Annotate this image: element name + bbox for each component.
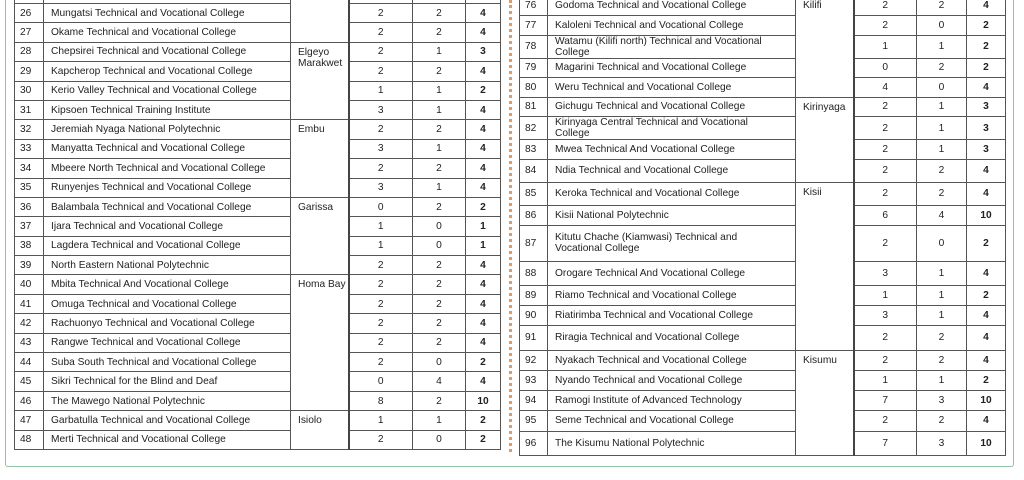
value-a: 2 <box>349 62 413 81</box>
value-b: 1 <box>917 285 967 305</box>
county-name: Homa Bay <box>291 275 349 411</box>
row-number: 85 <box>520 182 548 205</box>
institution-name: The Mawego National Polytechnic <box>44 391 291 410</box>
value-b: 1 <box>917 35 967 58</box>
institution-name: Suba South Technical and Vocational College <box>44 353 291 372</box>
institution-name: Omuga Technical and Vocational College <box>44 294 291 313</box>
value-a: 2 <box>349 159 413 178</box>
value-a: 2 <box>854 182 917 205</box>
row-number: 90 <box>520 305 548 325</box>
institution-name: Mbita Technical And Vocational College <box>44 275 291 294</box>
table-row <box>520 325 1006 350</box>
value-b: 1 <box>413 100 466 119</box>
value-total: 4 <box>466 372 501 391</box>
table-row <box>15 4 501 23</box>
value-b: 1 <box>917 117 967 140</box>
table-row <box>520 431 1006 455</box>
county-name: Garissa <box>291 197 349 275</box>
table-row <box>520 305 1006 325</box>
institution-name: The Kisumu National Polytechnic <box>548 431 796 455</box>
row-number: 80 <box>520 78 548 98</box>
value-a: 2 <box>854 97 917 117</box>
value-a: 3 <box>349 139 413 158</box>
value-a: 3 <box>349 178 413 197</box>
value-a: 3 <box>854 305 917 325</box>
institution-name: Ramogi Institute of Advanced Technology <box>548 390 796 410</box>
table-row <box>15 275 501 294</box>
table-row <box>520 205 1006 225</box>
value-b: 2 <box>917 182 967 205</box>
table-row <box>15 236 501 255</box>
value-a: 2 <box>854 225 917 261</box>
value-total: 10 <box>967 390 1006 410</box>
row-number: 79 <box>520 58 548 78</box>
value-total: 4 <box>466 314 501 333</box>
value-b: 1 <box>917 140 967 160</box>
table-row <box>520 78 1006 98</box>
row-number: 84 <box>520 159 548 182</box>
institutions-table-right <box>519 0 1006 456</box>
value-a: 1 <box>349 236 413 255</box>
value-a: 2 <box>854 325 917 350</box>
value-a: 1 <box>854 370 917 390</box>
value-total: 2 <box>466 430 501 449</box>
table-row <box>15 42 501 61</box>
table-row <box>15 430 501 449</box>
row-number: 48 <box>15 430 44 449</box>
institution-name: Jeremiah Nyaga National Polytechnic <box>44 120 291 139</box>
value-b: 2 <box>917 325 967 350</box>
table-row <box>15 159 501 178</box>
value-total: 10 <box>967 205 1006 225</box>
row-number: 87 <box>520 225 548 261</box>
value-b: 1 <box>917 305 967 325</box>
row-number: 36 <box>15 197 44 216</box>
value-a: 2 <box>854 16 917 36</box>
table-row <box>520 225 1006 261</box>
county-name: Elgeyo Marakwet <box>291 42 349 120</box>
value-b: 0 <box>413 236 466 255</box>
value-a: 2 <box>349 120 413 139</box>
table-row <box>15 294 501 313</box>
value-b: 1 <box>413 42 466 61</box>
row-number: 93 <box>520 370 548 390</box>
table-row <box>15 139 501 158</box>
row-number: 88 <box>520 261 548 285</box>
value-a: 2 <box>349 333 413 352</box>
value-total: 4 <box>466 159 501 178</box>
table-row <box>15 120 501 139</box>
row-number: 94 <box>520 390 548 410</box>
value-b: 2 <box>413 256 466 275</box>
institution-name: Riatirimba Technical and Vocational College <box>548 305 796 325</box>
value-a: 8 <box>349 391 413 410</box>
value-b: 3 <box>917 390 967 410</box>
institution-name: Mbeere North Technical and Vocational College <box>44 159 291 178</box>
value-total: 1 <box>466 217 501 236</box>
institution-name: Rachuonyo Technical and Vocational College <box>44 314 291 333</box>
value-total: 4 <box>466 178 501 197</box>
row-number: 38 <box>15 236 44 255</box>
value-total: 4 <box>466 4 501 23</box>
institution-name: Lagdera Technical and Vocational College <box>44 236 291 255</box>
value-b: 0 <box>413 353 466 372</box>
value-total: 10 <box>967 431 1006 455</box>
value-total: 3 <box>967 97 1006 117</box>
value-total: 2 <box>967 225 1006 261</box>
value-b: 2 <box>413 4 466 23</box>
value-b: 1 <box>413 178 466 197</box>
table-row <box>520 390 1006 410</box>
institution-name: Mungatsi Technical and Vocational College <box>44 4 291 23</box>
value-a: 2 <box>349 314 413 333</box>
institution-name: Kapcherop Technical and Vocational College <box>44 62 291 81</box>
table-row <box>520 261 1006 285</box>
value-b: 2 <box>413 314 466 333</box>
value-b: 2 <box>413 294 466 313</box>
table-row <box>520 410 1006 431</box>
value-a: 0 <box>349 372 413 391</box>
value-total: 3 <box>967 117 1006 140</box>
value-b: 1 <box>917 261 967 285</box>
institution-name: Orogare Technical And Vocational College <box>548 261 796 285</box>
institution-name: Nyakach Technical and Vocational College <box>548 350 796 370</box>
value-b: 2 <box>917 0 967 16</box>
value-b: 2 <box>917 58 967 78</box>
institutions-table-left <box>14 0 501 450</box>
table-row <box>520 16 1006 36</box>
value-total: 4 <box>967 78 1006 98</box>
table-row <box>15 333 501 352</box>
value-b: 4 <box>917 205 967 225</box>
county-name: Kirinyaga <box>796 97 854 182</box>
value-a: 6 <box>854 205 917 225</box>
institution-name: Manyatta Technical and Vocational College <box>44 139 291 158</box>
institution-name: Riamo Technical and Vocational College <box>548 285 796 305</box>
value-a: 3 <box>349 100 413 119</box>
value-b: 0 <box>413 217 466 236</box>
value-total: 2 <box>967 58 1006 78</box>
value-a: 1 <box>854 285 917 305</box>
row-number: 30 <box>15 81 44 100</box>
value-b: 2 <box>413 275 466 294</box>
table-row <box>520 97 1006 117</box>
value-total: 4 <box>967 159 1006 182</box>
value-b: 2 <box>413 159 466 178</box>
row-number: 77 <box>520 16 548 36</box>
institution-name: Magarini Technical and Vocational College <box>548 58 796 78</box>
value-a: 2 <box>349 294 413 313</box>
row-number: 44 <box>15 353 44 372</box>
table-row <box>15 391 501 410</box>
value-b: 4 <box>413 372 466 391</box>
institution-name: Ndia Technical and Vocational College <box>548 159 796 182</box>
value-b: 1 <box>413 139 466 158</box>
value-a: 1 <box>349 217 413 236</box>
value-a: 2 <box>854 117 917 140</box>
value-b: 0 <box>917 78 967 98</box>
institution-name: Seme Technical and Vocational College <box>548 410 796 431</box>
value-a: 1 <box>349 81 413 100</box>
value-total: 3 <box>967 140 1006 160</box>
value-total: 2 <box>466 81 501 100</box>
value-total: 2 <box>466 411 501 430</box>
value-total: 4 <box>466 275 501 294</box>
row-number: 32 <box>15 120 44 139</box>
county-name: Isiolo <box>291 411 349 450</box>
table-row <box>15 372 501 391</box>
value-b: 1 <box>917 370 967 390</box>
institution-name: Balambala Technical and Vocational College <box>44 197 291 216</box>
value-b: 2 <box>413 391 466 410</box>
value-total: 10 <box>466 391 501 410</box>
row-number: 83 <box>520 140 548 160</box>
value-total: 2 <box>967 35 1006 58</box>
row-number: 82 <box>520 117 548 140</box>
row-number: 35 <box>15 178 44 197</box>
institution-name: North Eastern National Polytechnic <box>44 256 291 275</box>
institution-name: Sikri Technical for the Blind and Deaf <box>44 372 291 391</box>
value-b: 2 <box>917 410 967 431</box>
value-total: 4 <box>967 305 1006 325</box>
row-number: 43 <box>15 333 44 352</box>
table-row <box>15 23 501 42</box>
county-name: Embu <box>291 120 349 198</box>
value-a: 7 <box>854 431 917 455</box>
institution-name: Okame Technical and Vocational College <box>44 23 291 42</box>
table-row <box>15 411 501 430</box>
row-number: 91 <box>520 325 548 350</box>
row-number: 92 <box>520 350 548 370</box>
value-total: 4 <box>466 139 501 158</box>
value-total: 2 <box>967 16 1006 36</box>
value-b: 2 <box>917 350 967 370</box>
value-total: 2 <box>967 285 1006 305</box>
institution-name: Kisii National Polytechnic <box>548 205 796 225</box>
table-row <box>520 58 1006 78</box>
row-number: 29 <box>15 62 44 81</box>
value-a: 3 <box>854 261 917 285</box>
institution-name: Kipsoen Technical Training Institute <box>44 100 291 119</box>
row-number: 89 <box>520 285 548 305</box>
value-total: 2 <box>967 370 1006 390</box>
value-b: 3 <box>917 431 967 455</box>
institution-name: Watamu (Kilifi north) Technical and Vocational College <box>548 35 796 58</box>
row-number: 96 <box>520 431 548 455</box>
row-number: 46 <box>15 391 44 410</box>
value-a: 2 <box>854 350 917 370</box>
value-a: 2 <box>349 275 413 294</box>
institution-name: Chepsirei Technical and Vocational College <box>44 42 291 61</box>
value-a: 2 <box>854 159 917 182</box>
row-number: 95 <box>520 410 548 431</box>
value-b: 1 <box>413 81 466 100</box>
table-row <box>520 140 1006 160</box>
institution-name: Runyenjes Technical and Vocational College <box>44 178 291 197</box>
table-row <box>15 256 501 275</box>
value-a: 1 <box>854 35 917 58</box>
table-row <box>15 353 501 372</box>
institution-name: Mwea Technical And Vocational College <box>548 140 796 160</box>
row-number: 33 <box>15 139 44 158</box>
county-name: Kilifi <box>796 0 854 97</box>
value-a: 0 <box>854 58 917 78</box>
value-a: 0 <box>349 197 413 216</box>
table-row <box>15 62 501 81</box>
value-b: 2 <box>917 159 967 182</box>
value-total: 4 <box>466 120 501 139</box>
value-total: 4 <box>466 62 501 81</box>
table-row <box>520 370 1006 390</box>
row-number: 86 <box>520 205 548 225</box>
table-row <box>15 178 501 197</box>
row-number: 76 <box>520 0 548 16</box>
value-total: 3 <box>466 42 501 61</box>
table-row <box>520 117 1006 140</box>
value-a: 2 <box>854 0 917 16</box>
row-number: 34 <box>15 159 44 178</box>
row-number: 39 <box>15 256 44 275</box>
institution-name: Keroka Technical and Vocational College <box>548 182 796 205</box>
row-number: 40 <box>15 275 44 294</box>
value-a: 4 <box>854 78 917 98</box>
value-b: 2 <box>413 23 466 42</box>
value-b: 0 <box>917 16 967 36</box>
institution-name: Kitutu Chache (Kiamwasi) Technical and Vocational College <box>548 225 796 261</box>
table-row <box>520 182 1006 205</box>
value-total: 4 <box>967 261 1006 285</box>
row-number: 28 <box>15 42 44 61</box>
value-total: 4 <box>967 182 1006 205</box>
institution-name: Weru Technical and Vocational College <box>548 78 796 98</box>
county-name: Kisumu <box>796 350 854 455</box>
value-total: 4 <box>967 350 1006 370</box>
row-number: 27 <box>15 23 44 42</box>
value-total: 4 <box>466 294 501 313</box>
institution-name: Kaloleni Technical and Vocational College <box>548 16 796 36</box>
value-b: 0 <box>917 225 967 261</box>
value-a: 2 <box>349 353 413 372</box>
value-b: 0 <box>413 430 466 449</box>
value-b: 1 <box>917 97 967 117</box>
table-row <box>520 35 1006 58</box>
column-separator <box>509 0 512 452</box>
value-a: 1 <box>349 411 413 430</box>
value-a: 2 <box>349 4 413 23</box>
value-a: 2 <box>349 23 413 42</box>
institution-name: Kirinyaga Central Technical and Vocational College <box>548 117 796 140</box>
table-row <box>15 81 501 100</box>
value-a: 2 <box>854 410 917 431</box>
institution-name: Kerio Valley Technical and Vocational College <box>44 81 291 100</box>
value-b: 1 <box>413 411 466 430</box>
value-a: 7 <box>854 390 917 410</box>
institution-name: Garbatulla Technical and Vocational College <box>44 411 291 430</box>
county-name: Kisii <box>796 182 854 350</box>
institution-name: Riragia Technical and Vocational College <box>548 325 796 350</box>
institution-name: Godoma Technical and Vocational College <box>548 0 796 16</box>
table-row <box>15 100 501 119</box>
value-b: 2 <box>413 333 466 352</box>
value-total: 4 <box>466 23 501 42</box>
table-row <box>520 350 1006 370</box>
value-total: 1 <box>466 236 501 255</box>
table-row <box>15 314 501 333</box>
value-a: 2 <box>349 430 413 449</box>
table-row <box>520 0 1006 16</box>
institution-name: Gichugu Technical and Vocational College <box>548 97 796 117</box>
institution-name: Merti Technical and Vocational College <box>44 430 291 449</box>
value-total: 4 <box>967 0 1006 16</box>
value-total: 2 <box>466 353 501 372</box>
table-row <box>520 285 1006 305</box>
value-a: 2 <box>349 256 413 275</box>
row-number: 31 <box>15 100 44 119</box>
value-total: 4 <box>466 100 501 119</box>
row-number: 37 <box>15 217 44 236</box>
value-total: 4 <box>466 333 501 352</box>
value-total: 4 <box>967 410 1006 431</box>
institution-name: Nyando Technical and Vocational College <box>548 370 796 390</box>
row-number: 81 <box>520 97 548 117</box>
row-number: 78 <box>520 35 548 58</box>
row-number: 42 <box>15 314 44 333</box>
row-number: 41 <box>15 294 44 313</box>
value-b: 2 <box>413 197 466 216</box>
table-row <box>520 159 1006 182</box>
row-number: 26 <box>15 4 44 23</box>
value-a: 2 <box>854 140 917 160</box>
table-row <box>15 197 501 216</box>
value-b: 2 <box>413 62 466 81</box>
value-b: 2 <box>413 120 466 139</box>
row-number: 45 <box>15 372 44 391</box>
county-cell <box>291 0 349 42</box>
value-a: 2 <box>349 42 413 61</box>
institution-name: Rangwe Technical and Vocational College <box>44 333 291 352</box>
value-total: 4 <box>967 325 1006 350</box>
value-total: 4 <box>466 256 501 275</box>
value-total: 2 <box>466 197 501 216</box>
row-number: 47 <box>15 411 44 430</box>
institution-name: Ijara Technical and Vocational College <box>44 217 291 236</box>
table-row <box>15 217 501 236</box>
